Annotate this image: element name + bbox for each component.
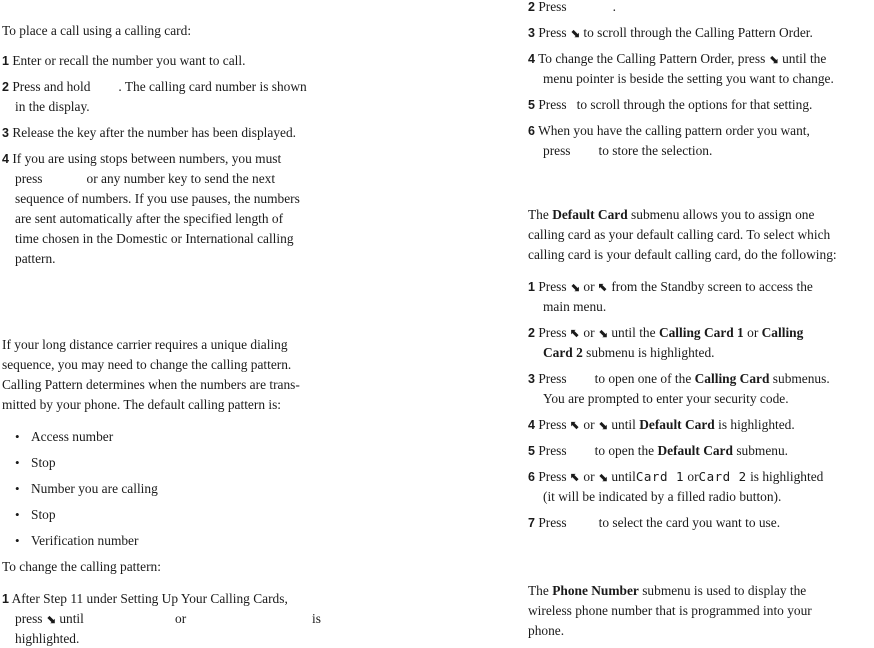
para-bold: Phone Number: [552, 583, 639, 598]
bullet-item: Number you are calling: [31, 481, 158, 496]
step-number: 5: [528, 444, 535, 458]
step-number: 1: [528, 280, 535, 294]
para-bold: Default Card: [552, 207, 628, 222]
default-card-paragraph: calling card as your default calling card. To select which: [528, 227, 831, 242]
step-text: Press: [538, 469, 567, 484]
step-text: press: [15, 611, 43, 626]
step-number: 3: [528, 26, 535, 40]
left-step-4-cont: pattern.: [15, 251, 56, 266]
bullet-dot: •: [15, 507, 20, 522]
para-text: The: [528, 583, 549, 598]
bullet-dot: •: [15, 481, 20, 496]
down-arrow-icon: ⬊: [597, 418, 608, 432]
bullet-item: Stop: [31, 507, 56, 522]
step-bold: Calling: [761, 325, 804, 340]
change-step-1-line2: [15, 611, 84, 627]
up-arrow-icon: ⬉: [569, 326, 581, 340]
left-step-3: [2, 125, 296, 141]
default-step-5: [528, 443, 788, 459]
step-number: 6: [528, 124, 535, 138]
step-bold: Calling Card 1: [658, 325, 744, 340]
step-text: or: [583, 325, 595, 340]
down-arrow-icon: ⬊: [768, 52, 779, 66]
step-number: 4: [528, 52, 535, 66]
default-step-1: [528, 279, 813, 295]
step-text: Press: [538, 325, 567, 340]
step-text: is: [312, 611, 321, 626]
bullet-dot: •: [15, 455, 20, 470]
change-step-1: [2, 591, 288, 607]
default-step-7: [528, 515, 780, 531]
bullet-item: Stop: [31, 455, 56, 470]
step-text: After Step 11 under Setting Up Your Calling Cards,: [11, 591, 288, 606]
step-text: until: [611, 417, 636, 432]
step-number: 7: [528, 516, 535, 530]
left-step-4-line2: [15, 171, 275, 187]
step-text: to open the: [594, 443, 655, 458]
step-text: from the Standby screen to access the: [611, 279, 813, 294]
step-text: or: [175, 611, 187, 626]
step-number: 1: [2, 54, 9, 68]
step-text: or: [583, 417, 595, 432]
step-text: Press: [538, 97, 567, 112]
up-arrow-icon: ⬉: [569, 418, 581, 432]
pattern-paragraph-line: Calling Pattern determines when the numbers are trans-: [2, 377, 300, 392]
step-text: to store the selection.: [598, 143, 713, 158]
right-step-5: [528, 97, 812, 113]
step-text: .: [612, 0, 616, 14]
step-bold: Default Card: [639, 417, 715, 432]
bullet-dot: •: [15, 533, 20, 548]
step-text: until the: [782, 51, 827, 66]
up-arrow-icon: ⬉: [597, 280, 608, 294]
step-text: submenu is highlighted.: [586, 345, 715, 360]
step-text: If you are using stops between numbers, you must: [12, 151, 282, 166]
pattern-paragraph-line: If your long distance carrier requires a unique dialing: [2, 337, 288, 352]
right-step-4: [528, 51, 826, 67]
step-text: submenus.: [772, 371, 830, 386]
bullet-item: Access number: [31, 429, 114, 444]
step-text: press: [15, 171, 43, 186]
up-arrow-icon: ⬉: [569, 470, 581, 484]
pattern-paragraph-line: sequence, you may need to change the calling pattern.: [2, 357, 292, 372]
intro-text: To place a call using a calling card:: [2, 23, 192, 38]
left-step-2: [2, 79, 307, 95]
step-bold: Default Card: [657, 443, 733, 458]
step-text: When you have the calling pattern order you want,: [538, 123, 810, 138]
default-step-4: [528, 417, 795, 433]
para-text: submenu allows you to assign one: [631, 207, 815, 222]
step-bold: Card 2: [543, 345, 583, 360]
left-step-4: [2, 151, 281, 167]
default-card-paragraph: calling card is your default calling card, do the following:: [528, 247, 837, 262]
display-text: Card 1: [635, 469, 685, 484]
step-text: Press: [538, 371, 567, 386]
default-card-paragraph: [528, 207, 814, 223]
default-step-3: [528, 371, 830, 387]
step-text: or any number key to send the next: [86, 171, 276, 186]
step-text: Press: [538, 515, 567, 530]
step-number: 1: [2, 592, 9, 606]
step-text: to open one of the: [594, 371, 692, 386]
default-step-6: [528, 469, 823, 485]
step-text: Press: [538, 417, 567, 432]
step-text: until: [59, 611, 84, 626]
step-number: 4: [528, 418, 535, 432]
left-step-4-cont: time chosen in the Domestic or International calling: [15, 231, 294, 246]
default-step-1-cont: main menu.: [543, 299, 607, 314]
step-text: . The calling card number is shown: [118, 79, 307, 94]
step-text: Release the key after the number has been displayed.: [12, 125, 297, 140]
step-text: or: [687, 469, 699, 484]
step-number: 3: [2, 126, 9, 140]
step-text: Enter or recall the number you want to call.: [12, 53, 246, 68]
default-step-6-cont: (it will be indicated by a filled radio button).: [543, 489, 782, 504]
step-number: 2: [2, 80, 9, 94]
right-step-4-cont: menu pointer is beside the setting you want to change.: [543, 71, 834, 86]
down-arrow-icon: ⬊: [597, 326, 608, 340]
right-step-2: [528, 0, 616, 15]
step-text: To change the Calling Pattern Order, press: [538, 51, 766, 66]
left-step-1: [2, 53, 245, 69]
step-text: until the: [611, 325, 656, 340]
down-arrow-icon: ⬊: [569, 26, 581, 40]
change-intro: To change the calling pattern:: [2, 559, 161, 574]
step-text: Press: [538, 0, 567, 14]
step-number: 6: [528, 470, 535, 484]
step-text: or: [583, 279, 595, 294]
step-number: 5: [528, 98, 535, 112]
step-text: or: [747, 325, 759, 340]
step-text: submenu.: [736, 443, 789, 458]
step-bold: Calling Card: [694, 371, 770, 386]
step-text: is highlighted.: [718, 417, 795, 432]
step-number: 2: [528, 326, 535, 340]
step-text: Press: [538, 25, 567, 40]
default-step-3-cont: You are prompted to enter your security code.: [543, 391, 789, 406]
phone-number-paragraph: [528, 583, 806, 599]
left-step-4-cont: are sent automatically after the specified length of: [15, 211, 284, 226]
display-text: Card 2: [698, 469, 747, 484]
step-text: Press: [538, 443, 567, 458]
pattern-paragraph-line: mitted by your phone. The default calling pattern is:: [2, 397, 282, 412]
step-number: 3: [528, 372, 535, 386]
step-text: to scroll through the options for that setting.: [576, 97, 813, 112]
right-step-3: [528, 25, 813, 41]
phone-number-paragraph: wireless phone number that is programmed into your: [528, 603, 812, 618]
right-step-6: [528, 123, 810, 139]
down-arrow-icon: ⬊: [597, 470, 608, 484]
step-text: press: [543, 143, 571, 158]
step-text: to select the card you want to use.: [598, 515, 781, 530]
default-step-2-cont: [543, 345, 715, 361]
para-text: submenu is used to display the: [642, 583, 807, 598]
step-text: until: [611, 469, 636, 484]
para-text: The: [528, 207, 549, 222]
step-text: is highlighted: [750, 469, 824, 484]
step-text: to scroll through the Calling Pattern Order.: [583, 25, 813, 40]
change-step-1-line3: highlighted.: [15, 631, 80, 646]
step-text: or: [583, 469, 595, 484]
step-text: Press: [538, 279, 567, 294]
bullet-item: Verification number: [31, 533, 139, 548]
down-arrow-icon: ⬊: [569, 280, 581, 294]
down-arrow-icon: ⬊: [45, 612, 56, 626]
step-number: 4: [2, 152, 9, 166]
left-step-4-cont: sequence of numbers. If you use pauses, the numbers: [15, 191, 300, 206]
right-step-6-cont: [543, 143, 712, 159]
bullet-dot: •: [15, 429, 20, 444]
step-number: 2: [528, 0, 535, 14]
default-step-2: [528, 325, 803, 341]
left-step-2-cont: in the display.: [15, 99, 90, 114]
step-text: Press and hold: [12, 79, 91, 94]
phone-number-paragraph: phone.: [528, 623, 565, 638]
